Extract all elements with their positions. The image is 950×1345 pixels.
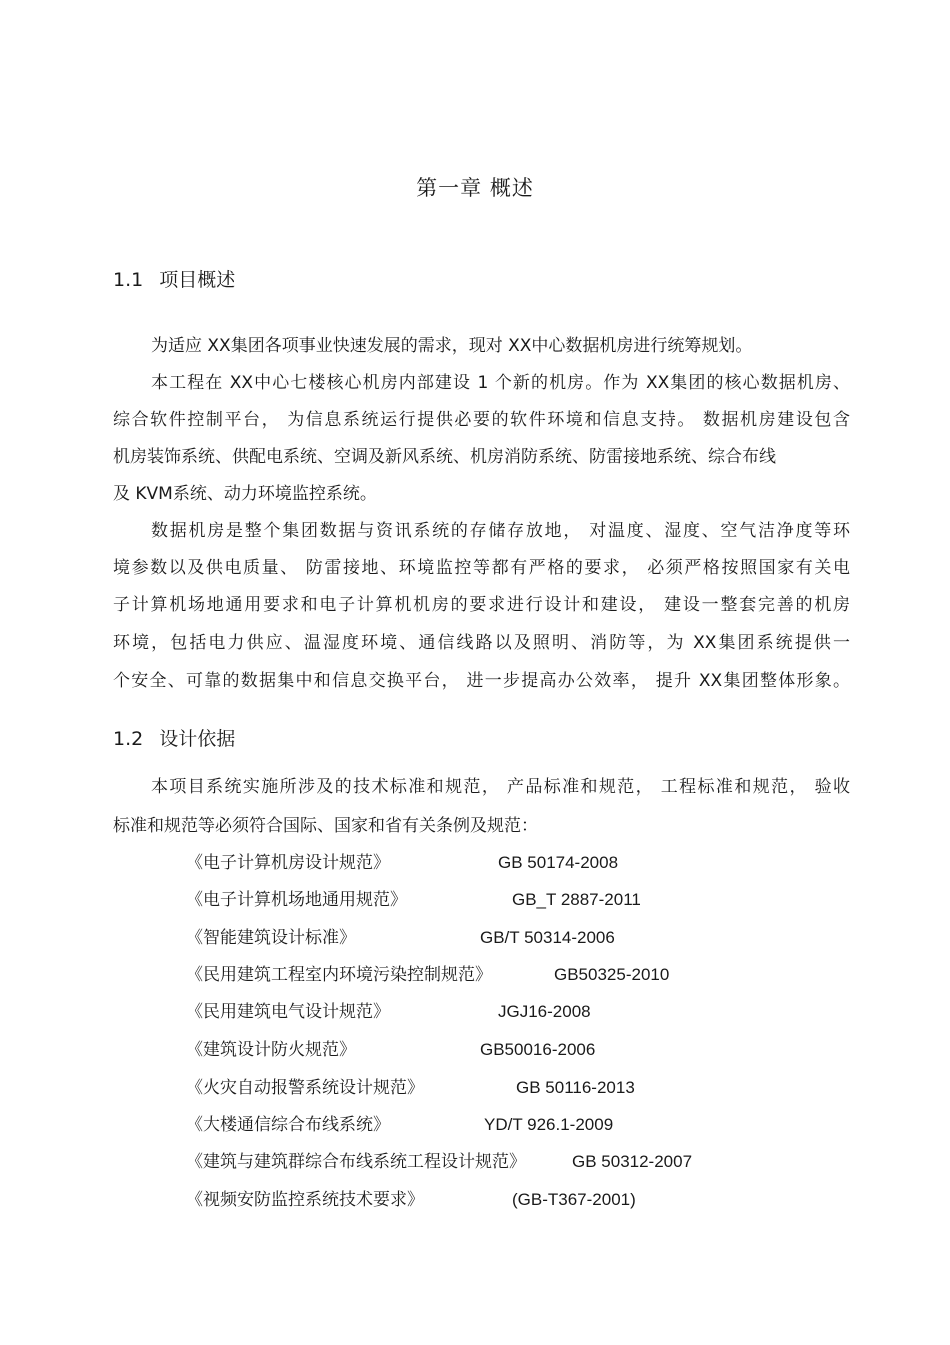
standard-code: GB 50174-2008	[498, 853, 619, 872]
standard-name: 《大楼通信综合布线系统》	[186, 1115, 390, 1135]
paragraph-line: 综合软件控制平台， 为信息系统运行提供必要的软件环境和信息支持。 数据机房建设包含	[113, 410, 850, 430]
section-heading-1-1	[113, 265, 235, 292]
standard-name: 《民用建筑工程室内环境污染控制规范》	[186, 965, 492, 985]
paragraph-line: 本工程在 XX中心七楼核心机房内部建设 1 个新的机房。作为 XX集团的核心数据机房、	[151, 373, 850, 393]
standard-code: GB50325-2010	[554, 965, 670, 984]
paragraph-line: 及 KVM系统、动力环境监控系统。	[113, 484, 377, 504]
standard-code: YD/T 926.1-2009	[484, 1115, 614, 1134]
paragraph-line: 本项目系统实施所涉及的技术标准和规范， 产品标准和规范， 工程标准和规范， 验收	[151, 777, 850, 797]
standard-name: 《视频安防监控系统技术要求》	[186, 1190, 424, 1210]
paragraph-line: 个安全、可靠的数据集中和信息交换平台， 进一步提高办公效率， 提升 XX集团整体形象。	[113, 671, 850, 691]
chapter-title: 第一章 概述	[416, 176, 534, 200]
section-number: 1.2	[113, 728, 144, 750]
standard-name: 《智能建筑设计标准》	[186, 928, 356, 948]
standard-name: 《建筑与建筑群综合布线系统工程设计规范》	[186, 1152, 526, 1172]
section-title: 设计依据	[159, 728, 236, 750]
standard-code: GB 50312-2007	[572, 1152, 693, 1171]
standard-name: 《民用建筑电气设计规范》	[186, 1002, 390, 1022]
section-title: 项目概述	[159, 269, 236, 291]
paragraph-line: 环境，包括电力供应、温湿度环境、通信线路以及照明、消防等，为 XX集团系统提供一	[113, 633, 850, 653]
standard-code: GB/T 50314-2006	[480, 928, 615, 947]
paragraph-line: 数据机房是整个集团数据与资讯系统的存储存放地， 对温度、湿度、空气洁净度等环	[151, 521, 850, 541]
standard-name: 《电子计算机场地通用规范》	[186, 890, 407, 910]
paragraph-line: 境参数以及供电质量、 防雷接地、环境监控等都有严格的要求， 必须严格按照国家有关电	[113, 558, 850, 578]
paragraph-line: 为适应 XX集团各项事业快速发展的需求，现对 XX中心数据机房进行统筹规划。	[151, 336, 753, 356]
standard-name: 《火灾自动报警系统设计规范》	[186, 1078, 424, 1098]
standard-name: 《建筑设计防火规范》	[186, 1040, 356, 1060]
standard-name: 《电子计算机房设计规范》	[186, 853, 390, 873]
standard-code: (GB-T367-2001)	[512, 1190, 636, 1209]
paragraph-line: 子计算机场地通用要求和电子计算机机房的要求进行设计和建设， 建设一整套完善的机房	[113, 595, 850, 615]
paragraph-line: 机房装饰系统、供配电系统、空调及新风系统、机房消防系统、防雷接地系统、综合布线	[113, 447, 776, 467]
standard-code: JGJ16-2008	[498, 1002, 591, 1021]
paragraph-line: 标准和规范等必须符合国际、国家和省有关条例及规范：	[113, 816, 538, 836]
standard-code: GB_T 2887-2011	[512, 890, 641, 909]
section-heading-1-2	[113, 724, 235, 751]
section-number: 1.1	[113, 269, 144, 291]
standard-code: GB50016-2006	[480, 1040, 596, 1059]
standard-code: GB 50116-2013	[516, 1078, 635, 1097]
